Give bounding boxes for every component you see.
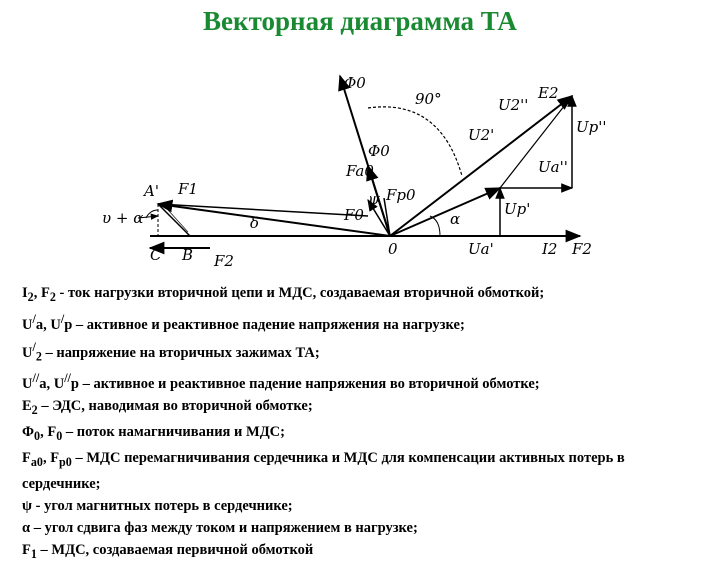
label-c: C bbox=[150, 246, 162, 264]
label-a-prime: A' bbox=[144, 182, 159, 200]
label-f0: F0 bbox=[344, 206, 364, 224]
legend-line bbox=[22, 539, 702, 565]
legend-part: I bbox=[22, 285, 28, 301]
label-phi0-mid: Φ0 bbox=[368, 142, 390, 160]
legend-line bbox=[22, 367, 702, 395]
label-u2-top: U2'' bbox=[498, 96, 529, 114]
label-angle90: 90° bbox=[415, 90, 442, 108]
legend-line bbox=[22, 495, 702, 517]
label-u2-mid: U2' bbox=[468, 126, 495, 144]
legend-part: / bbox=[32, 339, 36, 354]
legend-part: U bbox=[22, 344, 33, 361]
legend-part: – ЭДС, наводимая во вторичной обмотке; bbox=[37, 398, 313, 415]
legend-part: // bbox=[64, 371, 71, 386]
legend-part: , F bbox=[42, 450, 60, 467]
legend-part: / bbox=[32, 311, 36, 326]
label-fa0: Fa0 bbox=[346, 162, 374, 180]
label-up-top: Up'' bbox=[576, 118, 607, 136]
legend-part: – МДС, создаваемая первичной обмоткой bbox=[36, 541, 314, 558]
legend-part: / bbox=[60, 311, 65, 326]
legend-part: a, U bbox=[39, 376, 65, 393]
legend-part: // bbox=[32, 371, 40, 386]
legend-part: U bbox=[22, 376, 33, 393]
legend-line bbox=[22, 282, 702, 308]
legend bbox=[22, 282, 702, 565]
legend-line bbox=[22, 447, 702, 495]
label-origin: 0 bbox=[388, 240, 398, 258]
label-alpha: α bbox=[450, 210, 461, 228]
legend-line bbox=[22, 308, 702, 336]
triangle-hatch-2 bbox=[168, 210, 188, 232]
label-ua-bottom: Ua' bbox=[468, 240, 494, 258]
label-up-bottom: Up' bbox=[504, 200, 531, 218]
legend-part: α bbox=[22, 519, 31, 536]
legend-part: ψ bbox=[22, 497, 32, 514]
legend-part: , F bbox=[40, 424, 57, 441]
legend-part: a0 bbox=[30, 454, 43, 469]
legend-part: p0 bbox=[59, 454, 72, 469]
label-v-alpha: υ + α bbox=[102, 209, 144, 227]
legend-part: 2 bbox=[35, 349, 42, 364]
label-ua-mid: Ua'' bbox=[538, 158, 568, 176]
legend-part: – поток намагничивания и МДС; bbox=[62, 424, 285, 441]
legend-part: Φ bbox=[22, 424, 35, 441]
legend-part: a, U bbox=[35, 316, 61, 333]
label-f1: F1 bbox=[178, 180, 198, 198]
alpha-arc bbox=[430, 216, 440, 236]
legend-part: F bbox=[22, 541, 31, 558]
legend-line bbox=[22, 395, 702, 421]
triangle-edge-top bbox=[158, 204, 368, 216]
legend-part: – МДС перемагничивания сердечника и МДС для компенсации активных потерь в сердечнике; bbox=[22, 450, 625, 492]
legend-part: F bbox=[22, 450, 31, 467]
legend-part: p – активное и реактивное падение напряжения во вторичной обмотке; bbox=[70, 376, 540, 393]
triangle-hatch bbox=[162, 208, 188, 234]
page-title: Векторная диаграмма ТА bbox=[203, 6, 517, 36]
legend-part: - угол магнитных потерь в сердечнике; bbox=[31, 497, 293, 514]
label-f2-right: F2 bbox=[572, 240, 592, 258]
legend-part: – угол сдвига фаз между током и напряжением в нагрузке; bbox=[30, 519, 418, 536]
legend-line bbox=[22, 336, 702, 368]
legend-part: 2 bbox=[31, 403, 38, 418]
label-e2: E2 bbox=[538, 84, 559, 102]
label-f2-left: F2 bbox=[214, 252, 234, 270]
legend-part: , F bbox=[33, 285, 50, 301]
legend-part: E bbox=[22, 398, 32, 415]
legend-line bbox=[22, 517, 702, 539]
legend-part: - ток нагрузки вторичной цепи и МДС, создаваемая вторичной обмоткой; bbox=[55, 285, 545, 301]
label-psi: ψ bbox=[368, 190, 380, 208]
legend-part: 2 bbox=[27, 289, 34, 304]
legend-part: U bbox=[22, 316, 33, 333]
label-i2: I2 bbox=[542, 240, 558, 258]
legend-part: 1 bbox=[30, 546, 37, 561]
legend-part: 0 bbox=[56, 429, 63, 444]
label-fp0: Fp0 bbox=[386, 186, 416, 204]
vector-diagram bbox=[102, 48, 610, 280]
legend-line bbox=[22, 421, 702, 447]
legend-part: 2 bbox=[49, 289, 56, 304]
label-delta: δ bbox=[250, 214, 260, 232]
label-phi0-top: Φ0 bbox=[344, 74, 366, 92]
legend-part: 0 bbox=[34, 429, 41, 444]
label-b: B bbox=[182, 246, 194, 264]
legend-part: p – активное и реактивное падение напряжения на нагрузке; bbox=[64, 316, 465, 333]
legend-part: – напряжение на вторичных зажимах ТА; bbox=[41, 344, 320, 361]
